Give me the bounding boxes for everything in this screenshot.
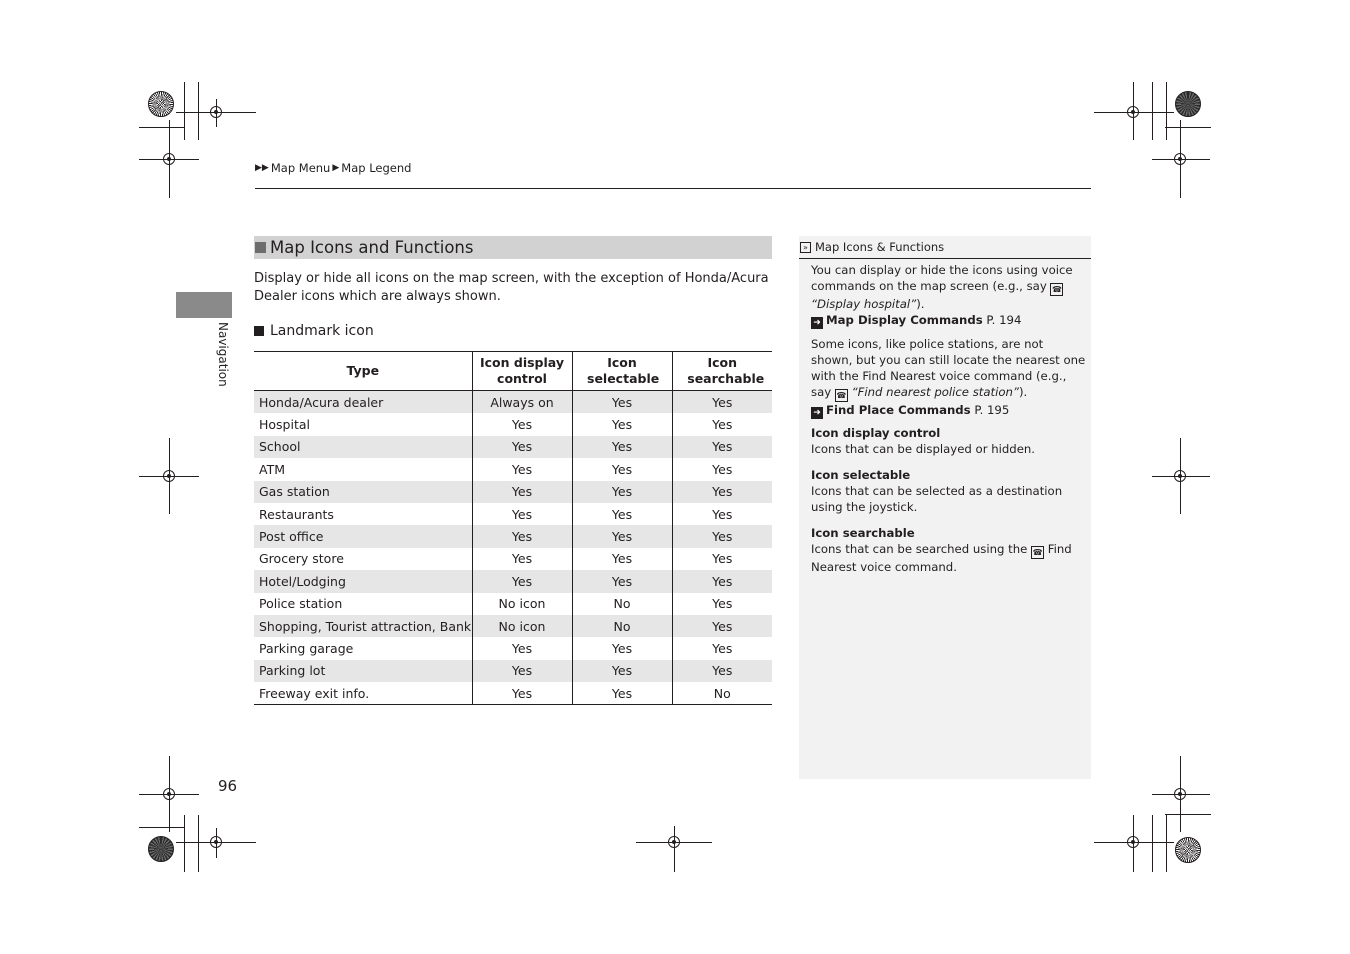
side-tab-label: Navigation <box>216 322 230 387</box>
table-cell-type: Hotel/Lodging <box>254 570 472 592</box>
registration-star-icon <box>1175 91 1201 117</box>
table-cell-value: Yes <box>672 660 772 682</box>
breadcrumb-item-map-menu[interactable]: Map Menu <box>270 161 331 175</box>
table-cell-value: Yes <box>572 436 672 458</box>
table-cell-type: Parking lot <box>254 660 472 682</box>
side-tab <box>176 292 232 318</box>
table-cell-value: Yes <box>572 637 672 659</box>
table-cell-value: Yes <box>572 548 672 570</box>
table-cell-type: Gas station <box>254 481 472 503</box>
breadcrumb <box>255 161 411 175</box>
square-bullet-icon <box>255 242 266 253</box>
registration-star-icon <box>148 91 174 117</box>
registration-star-icon <box>148 836 174 862</box>
landmark-icon-table <box>254 351 772 705</box>
table-cell-value: Yes <box>472 682 572 705</box>
table-cell-value: Yes <box>472 637 572 659</box>
registration-star-icon <box>1175 837 1201 863</box>
table-cell-value: Yes <box>472 481 572 503</box>
table-cell-type: Grocery store <box>259 551 344 567</box>
table-cell-value: Yes <box>672 413 772 435</box>
header-rule <box>255 188 1091 189</box>
table-cell-value: Yes <box>572 660 672 682</box>
table-row <box>254 660 772 682</box>
table-row <box>254 637 772 659</box>
column-header-selectable: Icon selectable <box>572 352 672 391</box>
reference-arrow-icon: ➜ <box>811 317 823 329</box>
table-cell-value: Yes <box>572 503 672 525</box>
table-cell-value: Yes <box>672 548 772 570</box>
table-cell-value: Yes <box>472 503 572 525</box>
table-cell-value: Yes <box>672 458 772 480</box>
table-cell-value: Yes <box>472 660 572 682</box>
table-cell-value: Yes <box>672 637 772 659</box>
table-cell-value: Yes <box>472 436 572 458</box>
table-cell-value: Always on <box>472 391 572 414</box>
table-row <box>254 548 772 570</box>
section-header <box>254 236 772 259</box>
note-rule <box>799 258 1091 259</box>
table-cell-value: Yes <box>572 525 672 547</box>
table-cell-value: Yes <box>672 481 772 503</box>
table-cell-value: No <box>672 682 772 705</box>
table-cell-value: Yes <box>672 503 772 525</box>
table-row <box>254 391 772 414</box>
table-cell-type: Honda/Acura dealer <box>254 391 472 414</box>
square-bullet-icon <box>254 326 264 336</box>
column-header-type: Type <box>254 352 472 391</box>
note-title: Map Icons & Functions <box>815 240 945 254</box>
table-cell-value: Yes <box>672 570 772 592</box>
definition-searchable: Icon searchable Icons that can be searched using the ☎ Find Nearest voice command. <box>811 526 1072 574</box>
table-cell-value: Yes <box>472 413 572 435</box>
note-paragraph: Some icons, like police stations, are not shown, but you can still locate the nearest one with the Find Nearest voice command (e.g., say ☎ “Find nearest police station”). ➜ Find Place Commands P. 195 <box>811 337 1086 418</box>
table-row <box>254 682 772 705</box>
talk-button-icon: ☎ <box>836 391 847 400</box>
breadcrumb-item-map-legend[interactable]: Map Legend <box>341 161 412 175</box>
table-cell-value: Yes <box>572 413 672 435</box>
talk-button-icon: ☎ <box>1052 285 1062 294</box>
subheading <box>254 323 374 339</box>
table-cell-value: Yes <box>472 525 572 547</box>
table-cell-type: Police station <box>259 596 343 612</box>
definition-selectable: Icon selectable Icons that can be selected as a destination using the joystick. <box>811 468 1063 514</box>
table-row <box>254 570 772 592</box>
triangle-right-icon: ▶ <box>332 163 340 173</box>
talk-button-icon: ☎ <box>1032 548 1043 557</box>
table-cell-value: Yes <box>672 436 772 458</box>
table-cell-type: Parking garage <box>259 640 354 656</box>
note-panel <box>799 236 1091 779</box>
table-cell-value: Yes <box>572 682 672 705</box>
table-cell-value: No icon <box>472 615 572 637</box>
table-row <box>254 413 772 435</box>
double-chevron-icon: » <box>800 242 811 253</box>
table-cell-type: Freeway exit info. <box>254 682 472 705</box>
table-row <box>254 458 772 480</box>
table-cell-value: Yes <box>672 615 772 637</box>
table-cell-type: Hospital <box>259 417 311 433</box>
column-header-display: Icon display control <box>472 352 572 391</box>
table-cell-value: No <box>572 593 672 615</box>
table-cell-type: Restaurants <box>259 506 334 522</box>
section-title: Map Icons and Functions <box>270 238 474 257</box>
intro-paragraph: Display or hide all icons on the map screen, with the exception of Honda/Acura Dealer icons which are always shown. <box>254 271 769 304</box>
table-cell-value: Yes <box>672 391 772 414</box>
reference-arrow-icon: ➜ <box>811 407 823 419</box>
table-cell-value: Yes <box>672 593 772 615</box>
table-cell-value: Yes <box>472 570 572 592</box>
table-cell-value: Yes <box>672 525 772 547</box>
note-paragraph: You can display or hide the icons using voice commands on the map screen (e.g., say ☎ “Display hospital”). ➜ Map Display Commands P. 194 <box>811 263 1073 328</box>
table-cell-value: Yes <box>572 391 672 414</box>
subheading-text: Landmark icon <box>270 323 374 339</box>
table-cell-value: Yes <box>572 570 672 592</box>
table-row <box>254 503 772 525</box>
table-row <box>254 436 772 458</box>
cross-reference-link[interactable]: ➜ Map Display Commands P. 194 <box>811 313 1021 327</box>
table-cell-value: Yes <box>572 481 672 503</box>
table-row <box>254 525 772 547</box>
table-cell-value: No icon <box>472 593 572 615</box>
table-cell-type: Post office <box>254 525 472 547</box>
table-row <box>254 615 772 637</box>
page-number: 96 <box>218 777 238 795</box>
table-cell-value: Yes <box>572 458 672 480</box>
table-cell-value: Yes <box>472 458 572 480</box>
column-header-searchable: Icon searchable <box>672 352 772 391</box>
table-cell-value: No <box>572 615 672 637</box>
table-cell-type: Shopping, Tourist attraction, Bank <box>254 615 472 637</box>
table-row <box>254 593 772 615</box>
table-cell-type: School <box>254 436 472 458</box>
definition-display-control: Icon display control Icons that can be displayed or hidden. <box>811 426 1036 456</box>
triangle-right-icon: ▶▶ <box>255 163 269 173</box>
cross-reference-link[interactable]: ➜ Find Place Commands P. 195 <box>811 403 1009 417</box>
table-cell-type: ATM <box>259 461 286 477</box>
table-cell-value: Yes <box>472 548 572 570</box>
note-header <box>799 236 1091 258</box>
table-row <box>254 481 772 503</box>
